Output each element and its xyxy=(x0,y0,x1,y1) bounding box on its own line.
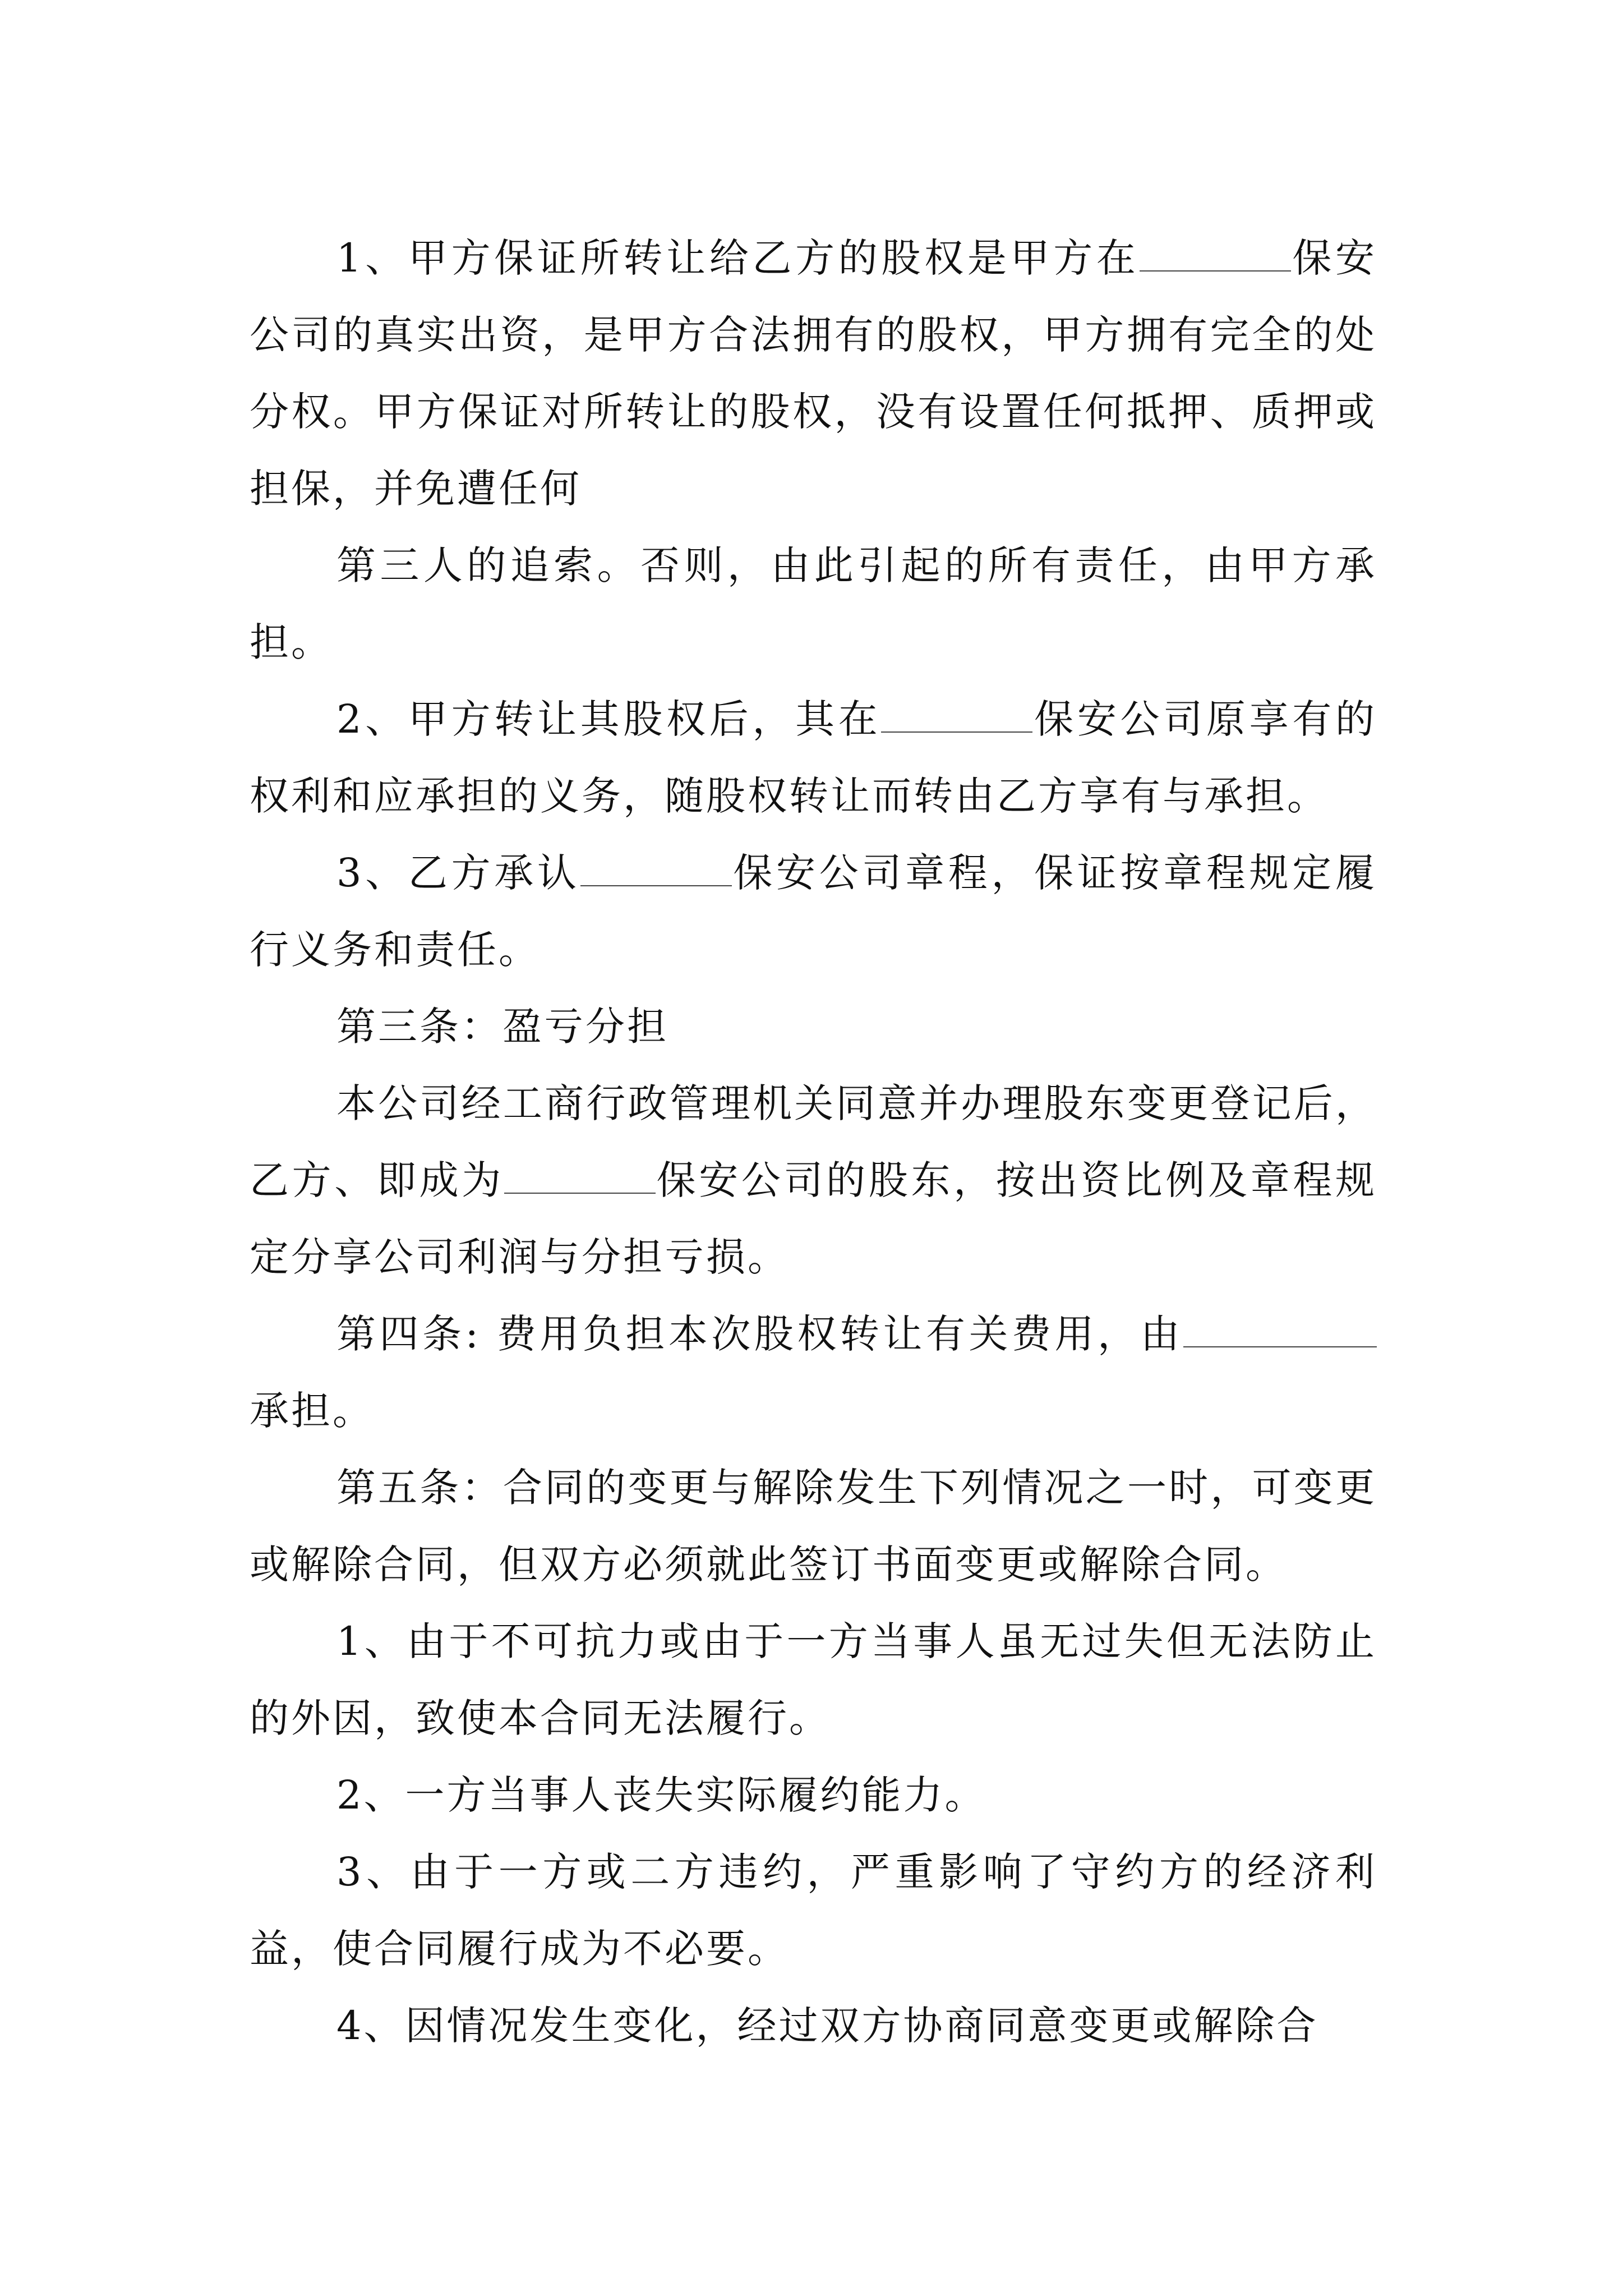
paragraph-article-5-change xyxy=(250,1450,1377,1603)
paragraph-text: 2、一方当事人丧失实际履约能力。 xyxy=(336,1772,986,1818)
paragraph-text: 保安公司的股东，按出资比例及章程规定分享公司利润与分担亏损。 xyxy=(250,1157,1377,1280)
paragraph-third-party-claim xyxy=(250,527,1377,681)
paragraph-text: 3、由于一方或二方违约，严重影响了守约方的经济利益，使合同履行成为不必要。 xyxy=(250,1849,1377,1972)
fill-in-blank xyxy=(1183,1313,1377,1347)
paragraph-text: 保安公司的真实出资，是甲方合法拥有的股权，甲方拥有完全的处分权。甲方保证对所转让的股权，没有设置任何抵押、质押或担保，并免遭任何 xyxy=(250,235,1377,512)
paragraph-text: 第四条: 费用负担本次股权转让有关费用，由 xyxy=(336,1311,1183,1357)
paragraph-text: 保安公司原享有的权利和应承担的义务，随股权转让而转由乙方享有与承担。 xyxy=(250,696,1377,819)
heading-text: 第三条：盈亏分担 xyxy=(336,1004,668,1050)
fill-in-blank xyxy=(580,852,732,886)
paragraph-article-4-fees xyxy=(250,1296,1377,1450)
paragraph-text: 4、因情况发生变化，经过双方协商同意变更或解除合 xyxy=(336,2003,1318,2049)
paragraph-guarantee-clause-1 xyxy=(250,220,1377,527)
paragraph-text: 第五条：合同的变更与解除发生下列情况之一时，可变更或解除合同，但双方必须就此签订书面变更或解除合同。 xyxy=(250,1465,1377,1588)
fill-in-blank xyxy=(1140,237,1291,272)
paragraph-text: 本公司经工商行政管理机关同意并办理股东变更登记后，乙方、即成为 xyxy=(250,1080,1377,1203)
paragraph-text: 3、乙方承认 xyxy=(336,850,580,896)
paragraph-breach-3 xyxy=(250,1834,1377,1987)
paragraph-text: 保安公司章程，保证按章程规定履行义务和责任。 xyxy=(250,850,1377,973)
fill-in-blank xyxy=(881,698,1032,733)
paragraph-rights-transfer-clause-2 xyxy=(250,681,1377,835)
paragraph-text: 2、甲方转让其股权后，其在 xyxy=(336,696,882,742)
paragraph-charter-clause-3 xyxy=(250,835,1377,988)
paragraph-incapacity-2 xyxy=(250,1757,1377,1834)
document-body xyxy=(250,220,1377,2064)
fill-in-blank xyxy=(504,1159,656,1194)
paragraph-change-circumstances-4 xyxy=(250,1987,1377,2064)
paragraph-text: 第三人的追索。否则，由此引起的所有责任，由甲方承担。 xyxy=(250,542,1377,665)
paragraph-text: 1、由于不可抗力或由于一方当事人虽无过失但无法防止的外因，致使本合同无法履行。 xyxy=(250,1618,1377,1741)
paragraph-text: 1、甲方保证所转让给乙方的股权是甲方在 xyxy=(336,235,1140,281)
heading-article-3 xyxy=(250,988,1377,1065)
paragraph-force-majeure-1 xyxy=(250,1603,1377,1757)
paragraph-text: 承担。 xyxy=(250,1388,374,1434)
paragraph-profit-loss xyxy=(250,1065,1377,1296)
